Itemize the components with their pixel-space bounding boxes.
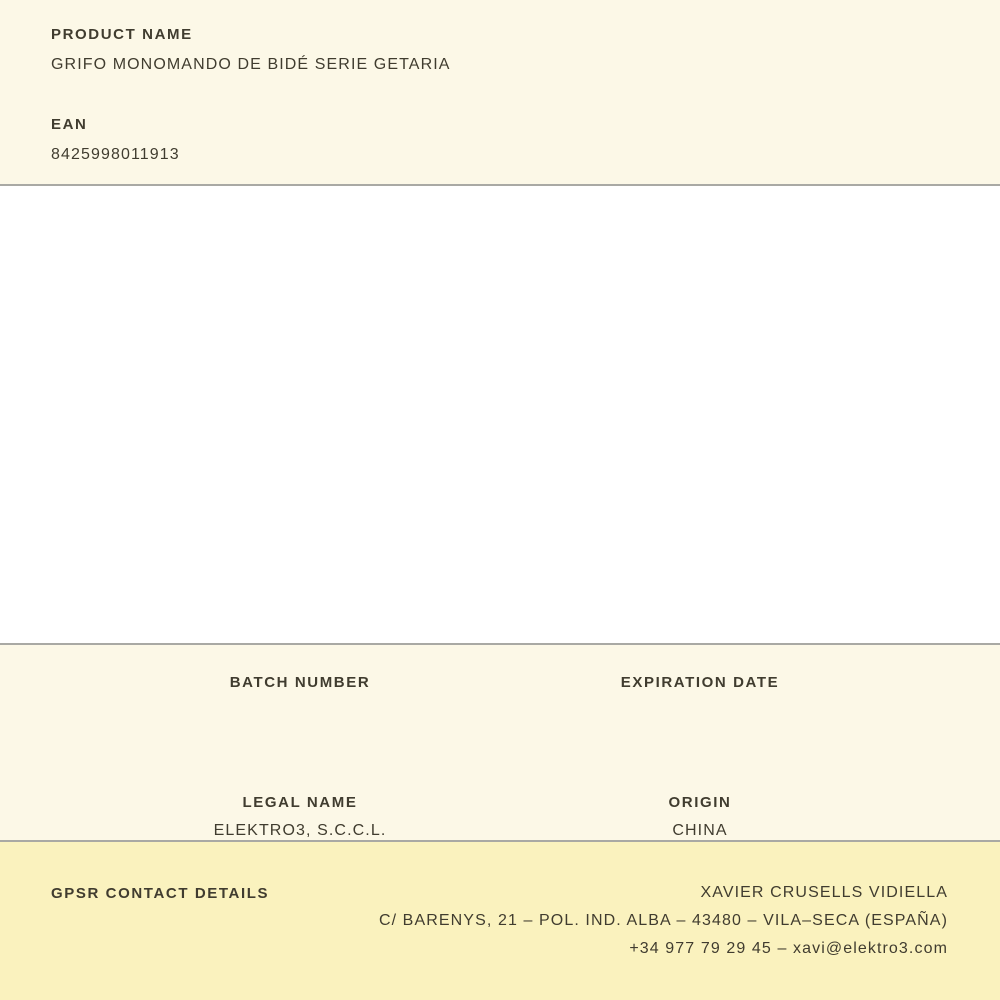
gpsr-contact-label: GPSR CONTACT DETAILS [51, 885, 270, 902]
gpsr-contact-phone-email: +34 977 79 29 45 – xavi@elektro3.com [629, 940, 948, 957]
gpsr-contact-name: XAVIER CRUSELLS VIDIELLA [700, 884, 948, 901]
product-image-placeholder [0, 186, 1000, 643]
ean-label: EAN [51, 116, 88, 133]
batch-number-value [100, 704, 500, 722]
batch-number-label: BATCH NUMBER [229, 674, 371, 691]
legal-name-value: ELEKTRO3, S.C.C.L. [213, 822, 387, 839]
expiration-date-field [500, 674, 900, 722]
origin-label: ORIGIN [668, 794, 732, 811]
origin-field [500, 794, 900, 840]
product-name-value: GRIFO MONOMANDO DE BIDÉ SERIE GETARIA [51, 56, 451, 73]
gpsr-contact-block [379, 879, 948, 963]
expiration-date-label: EXPIRATION DATE [620, 674, 780, 691]
gpsr-contact-section [0, 842, 1000, 1000]
product-name-label: PRODUCT NAME [51, 26, 193, 43]
legal-name-label: LEGAL NAME [242, 794, 358, 811]
ean-field [51, 116, 949, 164]
product-name-field [51, 26, 949, 74]
legal-name-field [100, 794, 500, 840]
expiration-date-value [500, 704, 900, 722]
product-header-section [0, 0, 1000, 186]
gpsr-contact-address: C/ BARENYS, 21 – POL. IND. ALBA – 43480 – VILA–SECA (ESPAÑA) [378, 912, 948, 929]
details-row-batch-expiration [100, 674, 900, 722]
details-section [0, 643, 1000, 842]
ean-value: 8425998011913 [51, 146, 180, 163]
batch-number-field [100, 674, 500, 722]
origin-value: CHINA [672, 822, 728, 839]
details-row-legal-origin [100, 794, 900, 840]
